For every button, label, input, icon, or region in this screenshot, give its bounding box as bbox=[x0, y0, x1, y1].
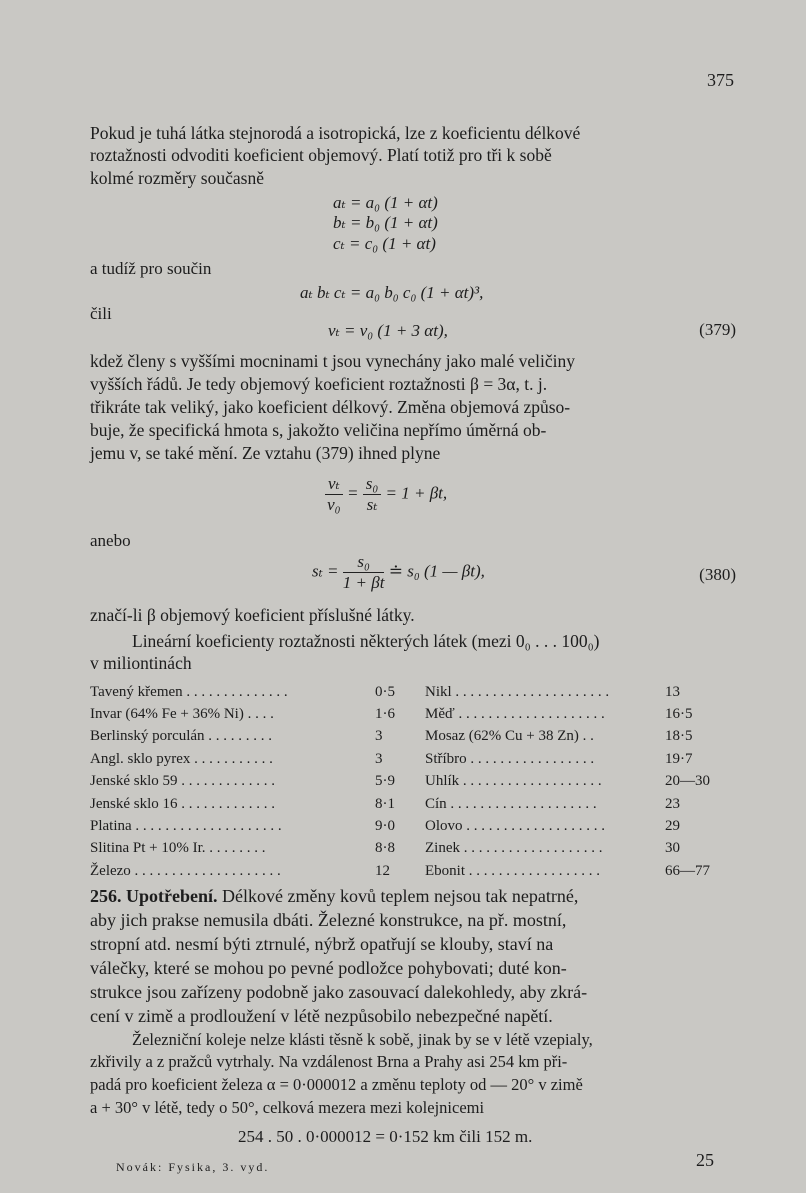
table-row bbox=[90, 793, 725, 815]
material-left: Angl. sklo pyrex . . . . . . . . . . . bbox=[90, 750, 273, 767]
fraction-v bbox=[325, 474, 343, 515]
equation-ct: cₜ = c₀ (1 + αt) bbox=[333, 234, 436, 253]
section-first-line bbox=[90, 885, 736, 908]
value-right: 16·5 bbox=[665, 706, 693, 723]
material-right: Nikl . . . . . . . . . . . . . . . . . . . . . bbox=[425, 683, 610, 700]
equation-number-380: (380) bbox=[699, 565, 736, 584]
expansion-coefficients-table bbox=[90, 681, 725, 883]
value-left: 8·1 bbox=[375, 795, 395, 812]
mid-line-5: jemu v, se také mění. Ze vztahu (379) ihned plyne bbox=[90, 443, 441, 463]
table-row bbox=[90, 703, 725, 725]
material-right: Měď . . . . . . . . . . . . . . . . . . . . bbox=[425, 706, 605, 723]
final-equation: 254 . 50 . 0·000012 = 0·152 km čili 152 m. bbox=[238, 1127, 533, 1146]
table-row bbox=[90, 726, 725, 748]
fraction-density bbox=[343, 552, 385, 593]
footer-signature: 25 bbox=[696, 1150, 714, 1170]
ratio-rhs: = 1 + βt, bbox=[385, 483, 448, 503]
section-line-5: strukce jsou zařízeny podobně jako zasouvací dalekohledy, aby zkrá- bbox=[90, 982, 588, 1002]
material-right: Ebonit . . . . . . . . . . . . . . . . . . bbox=[425, 862, 600, 879]
equation-volume: vₜ = v₀ (1 + 3 αt), bbox=[328, 321, 448, 340]
fraction-s-numerator: s₀ bbox=[363, 474, 382, 495]
equation-number-379: (379) bbox=[699, 320, 736, 339]
material-right: Zinek . . . . . . . . . . . . . . . . . . . bbox=[425, 840, 603, 857]
material-left: Tavený křemen . . . . . . . . . . . . . . bbox=[90, 683, 288, 700]
fraction-density-denominator: 1 + βt bbox=[342, 573, 385, 592]
label-product: a tudíž pro součin bbox=[90, 259, 212, 278]
material-left: Slitina Pt + 10% Ir. . . . . . . . . bbox=[90, 840, 266, 857]
material-left: Jenské sklo 16 . . . . . . . . . . . . . bbox=[90, 795, 275, 812]
intro-line-3: kolmé rozměry současně bbox=[90, 168, 264, 188]
value-right: 18·5 bbox=[665, 728, 693, 745]
value-left: 1·6 bbox=[375, 706, 395, 723]
value-left: 12 bbox=[375, 862, 390, 879]
section-heading: 256. Upotřebení. bbox=[90, 886, 218, 906]
material-right: Uhlík . . . . . . . . . . . . . . . . . . . bbox=[425, 773, 602, 790]
page-number: 375 bbox=[707, 70, 734, 90]
value-left: 5·9 bbox=[375, 773, 395, 790]
section-line-3: stropní atd. nesmí býti ztrnulé, nýbrž opatřují se klouby, staví na bbox=[90, 934, 554, 954]
mid-line-2: vyšších řádů. Je tedy objemový koeficient roztažnosti β = 3α, t. j. bbox=[90, 374, 548, 394]
value-right: 19·7 bbox=[665, 750, 693, 767]
value-right: 23 bbox=[665, 795, 680, 812]
value-left: 3 bbox=[375, 750, 383, 767]
intro-line-1: Pokud je tuhá látka stejnorodá a isotropická, lze z koeficientu délkové bbox=[90, 123, 581, 143]
equation-product: aₜ bₜ cₜ = a₀ b₀ c₀ (1 + αt)³, bbox=[300, 283, 484, 302]
mid-line-1: kdež členy s vyššími mocninami t jsou vynechány jako malé veličiny bbox=[90, 351, 576, 371]
material-left: Železo . . . . . . . . . . . . . . . . . . . . bbox=[90, 862, 281, 879]
material-left: Berlinský porculán . . . . . . . . . bbox=[90, 728, 273, 745]
rail-line-3: padá pro koeficient železa α = 0·000012 a změnu teploty od — 20° v zimě bbox=[90, 1075, 583, 1094]
table-row bbox=[90, 748, 725, 770]
fraction-v-denominator: v₀ bbox=[327, 495, 341, 514]
material-right: Stříbro . . . . . . . . . . . . . . . . . bbox=[425, 750, 595, 767]
density-lhs: sₜ = bbox=[312, 561, 339, 581]
section-line-2: aby jich prakse nemusila dbáti. Železné konstrukce, na př. mostní, bbox=[90, 910, 567, 930]
section-line-6: cení v zimě a prodloužení v létě nezpůsobilo nebezpečné napětí. bbox=[90, 1006, 553, 1026]
value-left: 9·0 bbox=[375, 818, 395, 835]
rail-line-2: zkřivily a z pražců vytrhaly. Na vzdálenost Brna a Prahy asi 254 km při- bbox=[90, 1052, 568, 1071]
value-right: 29 bbox=[665, 818, 680, 835]
fraction-density-numerator: s₀ bbox=[343, 552, 385, 573]
mid-line-3: třikráte tak veliký, jako koeficient délkový. Změna objemová způso- bbox=[90, 397, 571, 417]
fraction-s-denominator: sₜ bbox=[366, 495, 378, 514]
table-row bbox=[90, 815, 725, 837]
rail-line-1: Železniční koleje nelze klásti těsně k sobě, jinak by se v létě vzepialy, bbox=[132, 1030, 593, 1049]
value-left: 8·8 bbox=[375, 840, 395, 857]
equation-bt: bₜ = b₀ (1 + αt) bbox=[333, 213, 438, 232]
material-left: Invar (64% Fe + 36% Ni) . . . . bbox=[90, 706, 274, 723]
material-right: Olovo . . . . . . . . . . . . . . . . . . . bbox=[425, 818, 605, 835]
table-row bbox=[90, 860, 725, 882]
equation-at: aₜ = a₀ (1 + αt) bbox=[333, 193, 438, 212]
value-left: 3 bbox=[375, 728, 383, 745]
section-line-1: Délkové změny kovů teplem nejsou tak nepatrné, bbox=[222, 886, 579, 906]
after-380-line: značí-li β objemový koeficient příslušné látky. bbox=[90, 605, 415, 625]
intro-line-2: roztažnosti odvoditi koeficient objemový. Platí totiž pro tři k sobě bbox=[90, 145, 552, 165]
density-rhs: ≐ s₀ (1 — βt), bbox=[388, 561, 485, 581]
table-row bbox=[90, 681, 725, 703]
material-right: Mosaz (62% Cu + 38 Zn) . . bbox=[425, 728, 594, 745]
section-line-4: válečky, které se mohou po pevné podložce pohybovati; duté kon- bbox=[90, 958, 567, 978]
value-right: 20—30 bbox=[665, 773, 710, 790]
table-row bbox=[90, 838, 725, 860]
material-left: Platina . . . . . . . . . . . . . . . . . . . . bbox=[90, 818, 282, 835]
mid-line-4: buje, že specifická hmota s, jakožto veličina nepřímo úměrná ob- bbox=[90, 420, 547, 440]
rail-line-4: a + 30° v létě, tedy o 50°, celková mezera mezi kolejnicemi bbox=[90, 1098, 485, 1117]
value-right: 13 bbox=[665, 683, 680, 700]
value-right: 30 bbox=[665, 840, 680, 857]
fraction-s bbox=[363, 474, 382, 515]
material-right: Cín . . . . . . . . . . . . . . . . . . . . bbox=[425, 795, 597, 812]
value-left: 0·5 bbox=[375, 683, 395, 700]
equation-density bbox=[312, 552, 485, 593]
label-anebo: anebo bbox=[90, 531, 131, 550]
equation-ratio: $\frac{\text{vₜ}}{\text{v₀}}$ = $\frac{\text{s₀}}{\text{sₜ}}$ = 1 + βt, bbox=[325, 474, 447, 515]
table-row bbox=[90, 771, 725, 793]
material-left: Jenské sklo 59 . . . . . . . . . . . . . bbox=[90, 773, 275, 790]
table-caption-line-2: v miliontinách bbox=[90, 653, 192, 673]
footer-book-title: Novák: Fysika, 3. vyd. bbox=[116, 1160, 270, 1174]
label-cili: čili bbox=[90, 304, 112, 323]
value-right: 66—77 bbox=[665, 862, 710, 879]
fraction-v-numerator: vₜ bbox=[325, 474, 343, 495]
table-caption-line-1: Lineární koeficienty roztažnosti některých látek (mezi 0₀ . . . 100₀) bbox=[132, 631, 600, 651]
